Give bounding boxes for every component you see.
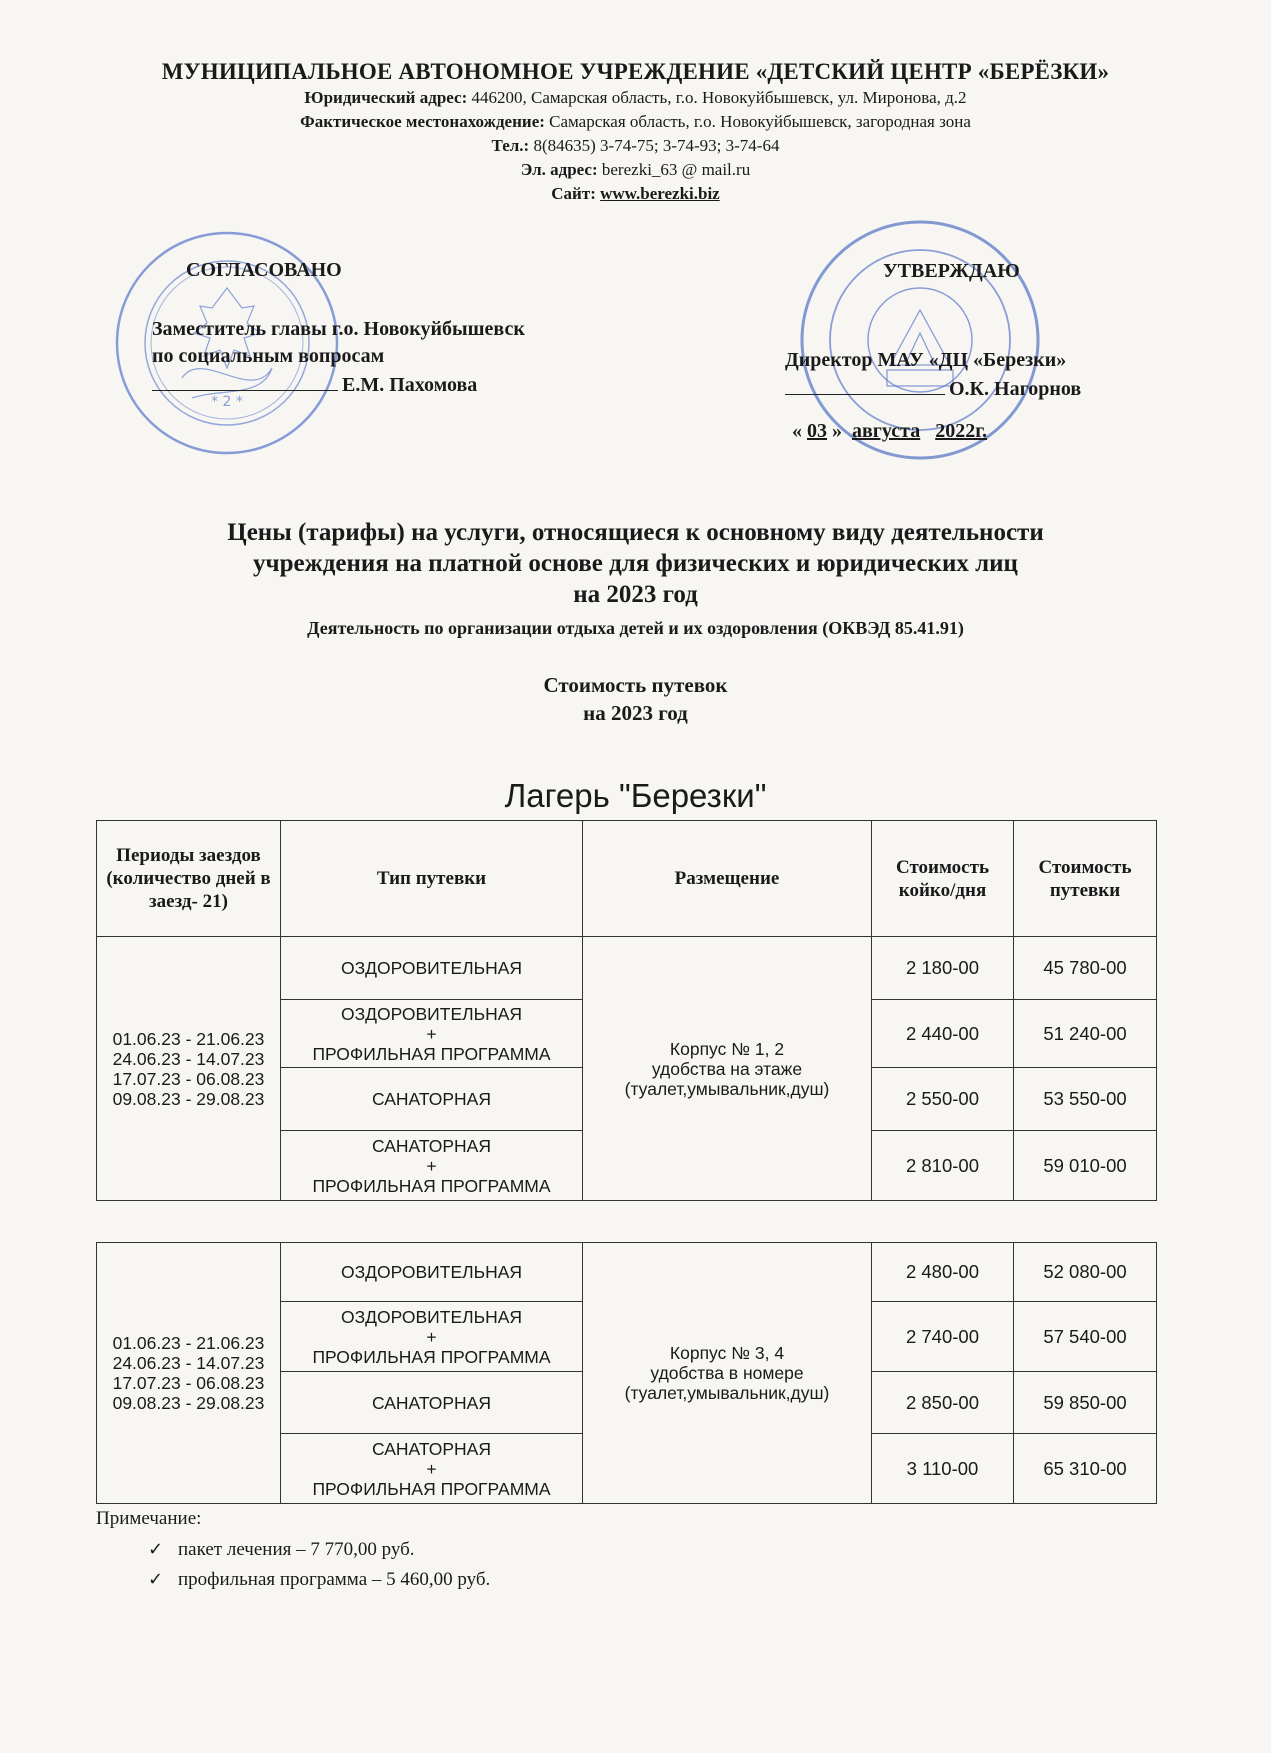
price-table-1 (96, 820, 1157, 1201)
bed-day-cell: 2 440-00 (872, 1000, 1014, 1068)
doc-title-line3: на 2023 год (573, 581, 698, 608)
accommodation-cell: Корпус № 1, 2 удобства на этаже (туалет,умывальник,душ) (583, 937, 872, 1201)
website: Сайт: www.berezki.biz (551, 184, 720, 203)
signature-line (785, 376, 945, 395)
bed-day-cell: 2 180-00 (872, 937, 1014, 1000)
table-header-row (97, 821, 1157, 937)
note-list (148, 1535, 490, 1595)
bed-day-cell: 2 850-00 (872, 1372, 1014, 1434)
approve-position: Директор МАУ «ДЦ «Березки» (785, 349, 1067, 371)
tour-cell: 52 080-00 (1014, 1243, 1157, 1302)
doc-title-line1: Цены (тарифы) на услуги, относящиеся к основному виду деятельности (227, 519, 1044, 546)
email: Эл. адрес: berezki_63 @ mail.ru (520, 160, 751, 179)
legal-address: Юридический адрес: 446200, Самарская область, г.о. Новокуйбышевск, ул. Миронова, д.2 (304, 88, 967, 107)
cost-title: Стоимость путевок (543, 673, 728, 697)
tour-cell: 45 780-00 (1014, 937, 1157, 1000)
type-cell: САНАТОРНАЯ (281, 1068, 583, 1131)
agreed-position-2: по социальным вопросам (152, 345, 385, 367)
header-tour: Стоимость путевки (1014, 821, 1157, 937)
periods-cell: 01.06.23 - 21.06.23 24.06.23 - 14.07.23 17.07.23 - 06.08.23 09.08.23 - 29.08.23 (97, 1243, 281, 1504)
table-row (97, 1243, 1157, 1302)
table-row (97, 937, 1157, 1000)
doc-title-line2: учреждения на платной основе для физических и юридических лиц (253, 550, 1018, 577)
price-table-2 (96, 1242, 1157, 1504)
tour-cell: 51 240-00 (1014, 1000, 1157, 1068)
type-cell: ОЗДОРОВИТЕЛЬНАЯ + ПРОФИЛЬНАЯ ПРОГРАММА (281, 1000, 583, 1068)
tour-cell: 59 010-00 (1014, 1131, 1157, 1201)
approve-date: « 03 » августа 2022г. (792, 420, 988, 442)
agreed-position: Заместитель главы г.о. Новокуйбышевск (152, 318, 525, 340)
org-name: МУНИЦИПАЛЬНОЕ АВТОНОМНОЕ УЧРЕЖДЕНИЕ «ДЕТСКИЙ ЦЕНТР «БЕРЁЗКИ» (161, 59, 1110, 84)
cost-year: на 2023 год (583, 701, 688, 725)
letterhead (0, 58, 1271, 206)
type-cell: САНАТОРНАЯ + ПРОФИЛЬНАЯ ПРОГРАММА (281, 1131, 583, 1201)
tour-cell: 57 540-00 (1014, 1302, 1157, 1372)
type-cell: ОЗДОРОВИТЕЛЬНАЯ + ПРОФИЛЬНАЯ ПРОГРАММА (281, 1302, 583, 1372)
type-cell: ОЗДОРОВИТЕЛЬНАЯ (281, 1243, 583, 1302)
tour-cell: 53 550-00 (1014, 1068, 1157, 1131)
actual-location: Фактическое местонахождение: Самарская область, г.о. Новокуйбышевск, загородная зона (300, 112, 971, 131)
checkmark-icon: ✓ (148, 1539, 164, 1560)
note-label: Примечание: (96, 1508, 202, 1529)
type-cell: САНАТОРНАЯ + ПРОФИЛЬНАЯ ПРОГРАММА (281, 1434, 583, 1504)
approve-title: УТВЕРЖДАЮ (883, 260, 1020, 282)
svg-text:* 2 *: * 2 * (211, 394, 243, 410)
bed-day-cell: 2 480-00 (872, 1243, 1014, 1302)
periods-cell: 01.06.23 - 21.06.23 24.06.23 - 14.07.23 17.07.23 - 06.08.23 09.08.23 - 29.08.23 (97, 937, 281, 1201)
header-accommodation: Размещение (583, 821, 872, 937)
approve-signature: О.К. Нагорнов (785, 376, 1081, 403)
website-link[interactable]: www.berezki.biz (600, 184, 720, 203)
bed-day-cell: 3 110-00 (872, 1434, 1014, 1504)
list-item: ✓ пакет лечения – 7 770,00 руб. (148, 1535, 490, 1565)
checkmark-icon: ✓ (148, 1569, 164, 1590)
accommodation-cell: Корпус № 3, 4 удобства в номере (туалет,умывальник,душ) (583, 1243, 872, 1504)
header-bed-day: Стоимость койко/дня (872, 821, 1014, 937)
type-cell: ОЗДОРОВИТЕЛЬНАЯ (281, 937, 583, 1000)
bed-day-cell: 2 550-00 (872, 1068, 1014, 1131)
header-periods: Периоды заездов (количество дней в заезд- 21) (97, 821, 281, 937)
activity-line: Деятельность по организации отдыха детей и их оздоровления (ОКВЭД 85.41.91) (307, 618, 964, 638)
camp-name: Лагерь "Березки" (504, 777, 767, 814)
header-type: Тип путевки (281, 821, 583, 937)
bed-day-cell: 2 810-00 (872, 1131, 1014, 1201)
agreed-signature: Е.М. Пахомова (152, 372, 477, 399)
signature-line (152, 372, 338, 391)
bed-day-cell: 2 740-00 (872, 1302, 1014, 1372)
agreed-title: СОГЛАСОВАНО (186, 259, 342, 281)
tour-cell: 59 850-00 (1014, 1372, 1157, 1434)
tour-cell: 65 310-00 (1014, 1434, 1157, 1504)
type-cell: САНАТОРНАЯ (281, 1372, 583, 1434)
phone: Тел.: 8(84635) 3-74-75; 3-74-93; 3-74-64 (491, 136, 780, 155)
list-item: ✓ профильная программа – 5 460,00 руб. (148, 1565, 490, 1595)
